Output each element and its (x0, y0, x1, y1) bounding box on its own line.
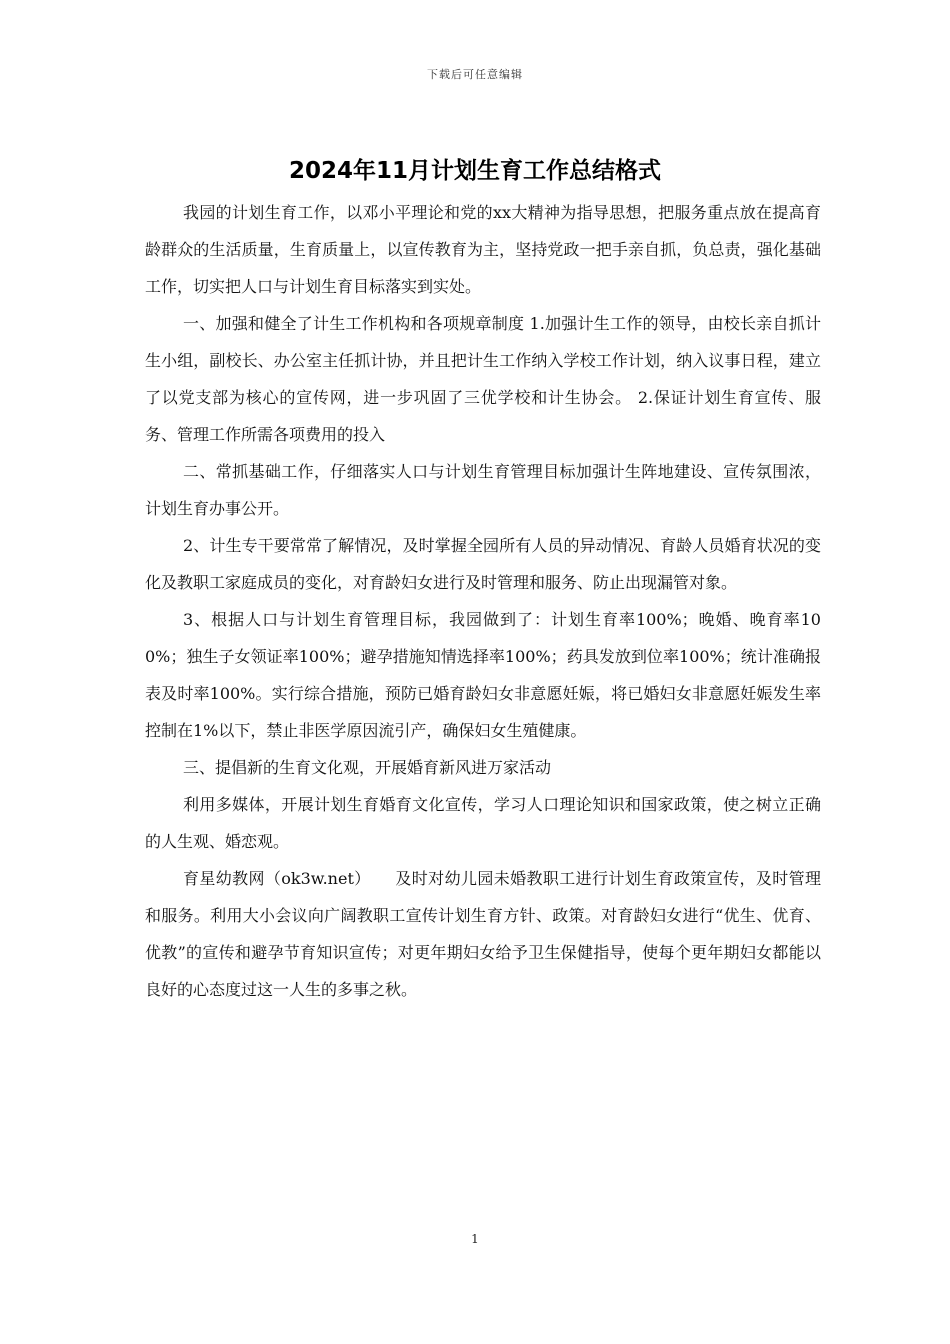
paragraph-item-2: 2、计生专干要常常了解情况，及时掌握全园所有人员的异动情况、育龄人员婚育状况的变化及教职工家庭成员的变化，对育龄妇女进行及时管理和服务、防止出现漏管对象。 (145, 536, 821, 592)
page-header-note: 下载后可任意编辑 (427, 68, 523, 81)
paragraph-item-3: 3、根据人口与计划生育管理目标，我园做到了：计划生育率100%；晚婚、晚育率100%；独生子女领证率100%；避孕措施知情选择率100%；药具发放到位率100%；统计准确报表及时率100%。实行综合措施，预防已婚育龄妇女非意愿妊娠，将已婚妇女非意愿妊娠发生率控制在1%以下，禁止非医学原因流引产，确保妇女生殖健康。 (145, 610, 821, 740)
paragraph-publicity: 育星幼教网（ok3w.net） 及时对幼儿园未婚教职工进行计划生育政策宣传，及时管理和服务。利用大小会议向广阔教职工宣传计划生育方针、政策。对育龄妇女进行“优生、优育、优教”的宣传和避孕节育知识宣传；对更年期妇女给予卫生保健指导，使每个更年期妇女都能以良好的心态度过这一人生的多事之秋。 (145, 869, 821, 999)
document-title: 2024年11月计划生育工作总结格式 (288, 158, 662, 184)
paragraph-section-2: 二、常抓基础工作，仔细落实人口与计划生育管理目标加强计生阵地建设、宣传氛围浓，计划生育办事公开。 (145, 462, 821, 518)
paragraph-section-1: 一、加强和健全了计生工作机构和各项规章制度 1.加强计生工作的领导，由校长亲自抓计生小组，副校长、办公室主任抓计协，并且把计生工作纳入学校工作计划，纳入议事日程，建立了以党支部为核心的宣传网，进一步巩固了三优学校和计生协会。 2.保证计划生育宣传、服务、管理工作所需各项费用的投入 (145, 314, 821, 444)
paragraph-multimedia: 利用多媒体，开展计划生育婚育文化宣传，学习人口理论知识和国家政策，使之树立正确的人生观、婚恋观。 (145, 795, 821, 851)
document-body (145, 194, 821, 1008)
paragraph-section-3: 三、提倡新的生育文化观，开展婚育新风进万家活动 (183, 758, 552, 777)
page-number: 1 (471, 1232, 479, 1246)
paragraph-intro: 我园的计划生育工作，以邓小平理论和党的xx大精神为指导思想，把服务重点放在提高育龄群众的生活质量，生育质量上，以宣传教育为主，坚持党政一把手亲自抓，负总责，强化基础工作，切实把人口与计划生育目标落实到实处。 (145, 203, 821, 296)
